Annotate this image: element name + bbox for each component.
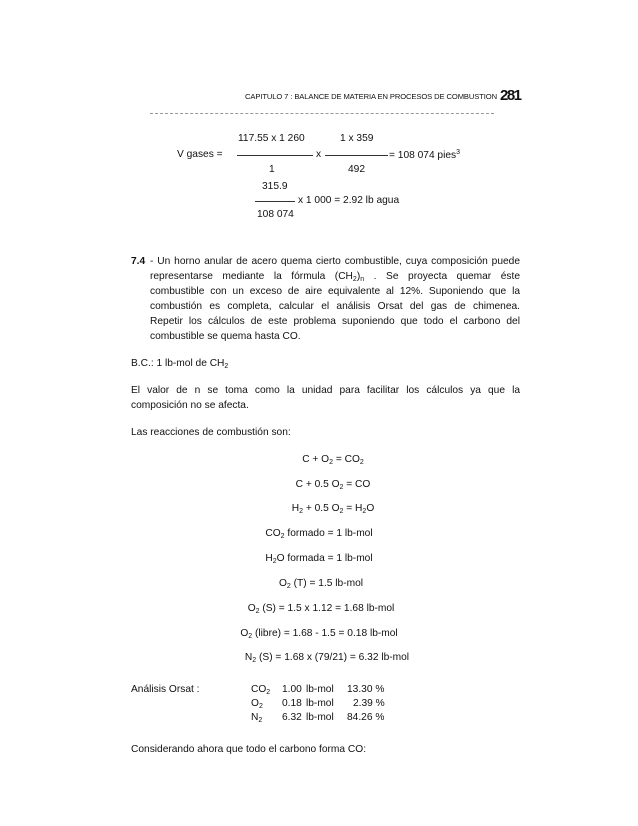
- orsat-r2-sp: O: [251, 698, 259, 709]
- equation-5: [0, 553, 638, 565]
- eq1-a: C + O: [302, 454, 330, 465]
- eq5-s1: 2: [272, 558, 277, 565]
- equation-1: [14, 454, 638, 466]
- problem-line-1: - Un horno anular de acero quema cierto combustible, cuya composición puede: [150, 256, 520, 267]
- eq6-s1: 2: [286, 583, 291, 590]
- calc2-num: 315.9: [262, 181, 288, 192]
- eq8-a: O: [240, 628, 249, 639]
- problem-number: 7.4: [131, 256, 146, 267]
- orsat-row-2-percent: 2.39 %: [353, 698, 385, 709]
- eq4-b: formado = 1 lb-mol: [284, 528, 373, 539]
- equation-3: [14, 503, 638, 515]
- eq6-b: (T) = 1.5 lb-mol: [290, 578, 364, 589]
- calc2-den: 108 074: [257, 209, 294, 220]
- orsat-row-3-percent: 84.26 %: [347, 712, 385, 723]
- eq9-a: N: [244, 652, 253, 663]
- eq8-s1: 2: [248, 633, 253, 640]
- eq3-b: + 0.5 O: [303, 503, 340, 514]
- orsat-row-3-species: [251, 712, 262, 724]
- eq3-c: = H: [343, 503, 363, 514]
- eq3-a: H: [291, 503, 300, 514]
- orsat-row-2-amount: 0.18: [282, 698, 302, 709]
- calc2-fraction-line: [255, 201, 295, 202]
- eq8-b: (libre) = 1.68 - 1.5 = 0.18 lb-mol: [252, 628, 398, 639]
- eq5-b: O formada = 1 lb-mol: [276, 553, 373, 564]
- problem-line-3: combustible con un exceso de aire equivalente al 12%. Suponiendo que la: [150, 286, 520, 297]
- orsat-r3-sub: 2: [258, 717, 263, 724]
- calc1-den2: 492: [348, 164, 365, 175]
- page-number: 281: [500, 87, 521, 104]
- orsat-row-2-unit: lb-mol: [306, 698, 334, 709]
- calc1-result-text: = 108 074 pies: [389, 150, 457, 161]
- eq7-b: (S) = 1.5 x 1.12 = 1.68 lb-mol: [259, 603, 395, 614]
- eq9-s1: 2: [252, 657, 257, 664]
- problem-line-2-sub: 2: [352, 276, 357, 283]
- basis-sub: 2: [224, 363, 229, 370]
- calc1-num2: 1 x 359: [340, 133, 374, 144]
- problem-line-2-a: representarse mediante la fórmula (CH: [150, 271, 353, 282]
- chapter-header: CAPITULO 7 : BALANCE DE MATERIA EN PROCESOS DE COMBUSTION: [245, 92, 497, 101]
- problem-line-5: Repetir los cálculos de este problema suponiendo que todo el carbono del: [150, 316, 520, 327]
- problem-line-2-c: . Se proyecta quemar éste: [364, 271, 520, 282]
- orsat-row-1-amount: 1.00: [282, 684, 302, 695]
- calc1-fraction-line-2: [325, 155, 388, 156]
- note-line-2: composición no se afecta.: [131, 400, 249, 411]
- eq3-s1: 2: [299, 508, 303, 515]
- eq1-s2: 2: [359, 459, 364, 466]
- equation-4: [0, 528, 638, 540]
- orsat-r1-sub: 2: [266, 689, 271, 696]
- orsat-r3-sp: N: [251, 712, 259, 723]
- equation-7: [2, 603, 638, 615]
- basis-of-calculation: [131, 358, 228, 370]
- eq3-d: O: [366, 503, 375, 514]
- eq2-a: C + 0.5 O: [295, 479, 340, 490]
- calc2-result: x 1 000 = 2.92 lb agua: [298, 195, 400, 206]
- eq7-s1: 2: [255, 608, 260, 615]
- orsat-row-2-species: [251, 698, 263, 710]
- calc1-den1: 1: [269, 164, 275, 175]
- equation-2: [14, 479, 638, 491]
- note-line-1: El valor de n se toma como la unidad para facilitar los cálculos ya que la: [131, 385, 520, 396]
- eq2-s1: 2: [339, 484, 344, 491]
- problem-line-4: combustión es completa, calcular el análisis Orsat del gas de chimenea.: [150, 301, 520, 312]
- header-rule: [150, 113, 494, 114]
- eq6-a: O: [278, 578, 287, 589]
- orsat-row-1-species: [251, 684, 270, 696]
- problem-line-2-subn: n: [360, 276, 365, 283]
- eq5-a: H: [265, 553, 273, 564]
- eq7-a: O: [247, 603, 256, 614]
- orsat-row-1-percent: 13.30 %: [347, 684, 385, 695]
- calc1-result-exponent: 3: [456, 149, 461, 156]
- eq1-b: = CO: [333, 454, 360, 465]
- eq9-b: (S) = 1.68 x (79/21) = 6.32 lb-mol: [256, 652, 410, 663]
- orsat-r1-sp: CO: [251, 684, 267, 695]
- calc1-result: [389, 149, 460, 161]
- basis-text: B.C.: 1 lb-mol de CH: [131, 358, 225, 369]
- problem-line-6: combustible se quema hasta CO.: [150, 331, 301, 342]
- calc1-times: x: [316, 149, 322, 160]
- closing-text: Considerando ahora que todo el carbono forma CO:: [131, 744, 367, 755]
- orsat-row-3-amount: 6.32: [282, 712, 302, 723]
- orsat-label: Análisis Orsat :: [131, 684, 200, 695]
- calc1-lhs: V gases =: [177, 149, 223, 160]
- orsat-r2-sub: 2: [258, 703, 263, 710]
- equation-9: [8, 652, 638, 664]
- problem-line-2: [150, 271, 520, 283]
- eq3-s2: 2: [339, 508, 344, 515]
- eq2-b: = CO: [343, 479, 371, 490]
- eq1-s1: 2: [329, 459, 333, 466]
- eq4-s1: 2: [280, 533, 285, 540]
- eq3-s3: 2: [362, 508, 367, 515]
- equation-6: [2, 578, 638, 590]
- orsat-row-3-unit: lb-mol: [306, 712, 334, 723]
- calc1-fraction-line-1: [237, 155, 313, 156]
- reactions-intro: Las reacciones de combustión son:: [131, 427, 291, 438]
- equation-8: [0, 628, 638, 640]
- calc1-num1: 117.55 x 1 260: [238, 133, 305, 144]
- problem-line-2-b: ): [356, 271, 361, 282]
- eq4-a: CO: [265, 528, 281, 539]
- orsat-row-1-unit: lb-mol: [306, 684, 334, 695]
